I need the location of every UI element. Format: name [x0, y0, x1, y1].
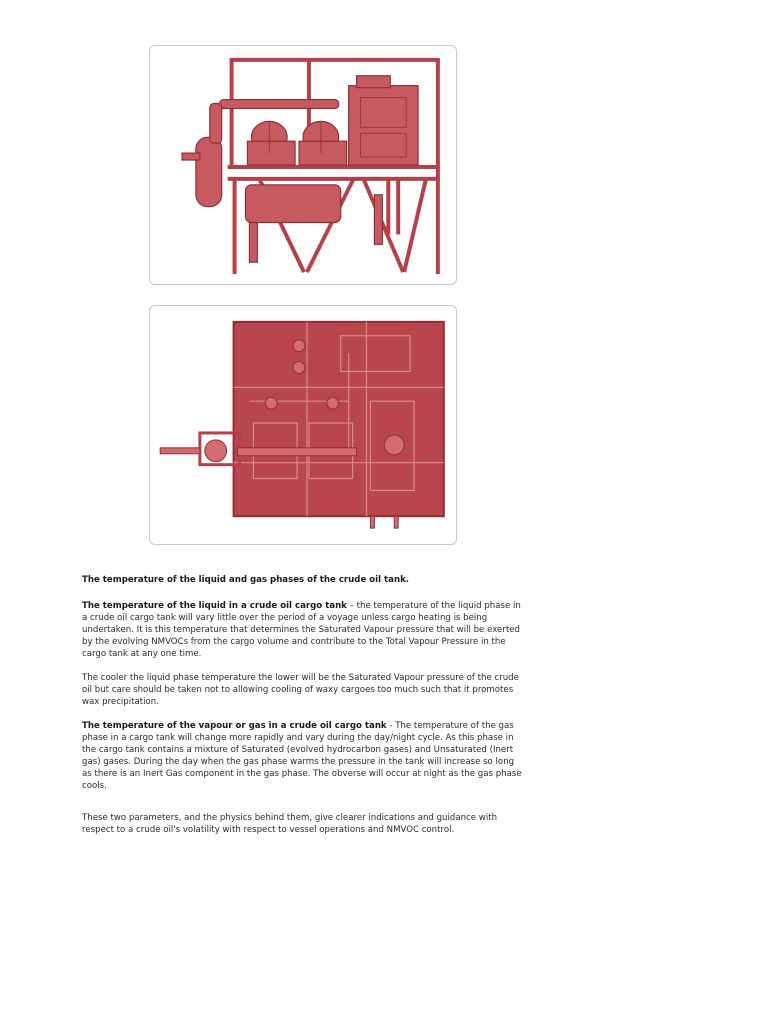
side-elevation-drawing	[150, 46, 456, 284]
paragraph-body: – the temperature of the liquid phase in a crude oil cargo tank will vary little over the period of a voyage unless cargo heating is being undertaken. It is this temperature that determines the Saturated Vapour pressure that will be exerted by the evolving NMVOCs from the cargo volume and contribute to the Total Vapour Pressure in the cargo tank at any one time.	[82, 601, 521, 659]
paragraph-body: These two parameters, and the physics behind them, give clearer indications and guidance with respect to a crude oil's volatility with respect to vessel operations and NMVOC control.	[82, 813, 498, 835]
figure-caption: The temperature of the liquid and gas phases of the crude oil tank.	[82, 575, 410, 585]
plan-view-figure	[149, 305, 457, 545]
paragraph-body: - The temperature of the gas phase in a cargo tank will change more rapidly and vary during the day/night cycle. As this phase in the cargo tank contains a mixture of Saturated (evolved hydrocarbon gases) and Unsaturated (Inert gas) gases. During the day when the gas phase warms the pressure in the tank will increase so long as there is an Inert Gas component in the gas phase. The obverse will occur at night as the gas phase cools.	[82, 721, 522, 791]
paragraph-body: The cooler the liquid phase temperature the lower will be the Saturated Vapour pressure of the crude oil but care should be taken not to allowing cooling of waxy cargoes too much such that it promotes wax precipitation.	[82, 673, 519, 707]
body-text	[82, 600, 522, 848]
paragraph-vapour-temperature	[82, 720, 522, 792]
paragraph-cooling	[82, 672, 522, 708]
paragraph-heading: The temperature of the liquid in a crude oil cargo tank	[82, 601, 347, 611]
paragraph-liquid-temperature	[82, 600, 522, 660]
side-elevation-figure	[149, 45, 457, 285]
plan-view-drawing	[150, 306, 456, 544]
paragraph-heading: The temperature of the vapour or gas in a crude oil cargo tank	[82, 721, 387, 731]
caption-block	[82, 574, 522, 598]
paragraph-parameters	[82, 812, 522, 836]
